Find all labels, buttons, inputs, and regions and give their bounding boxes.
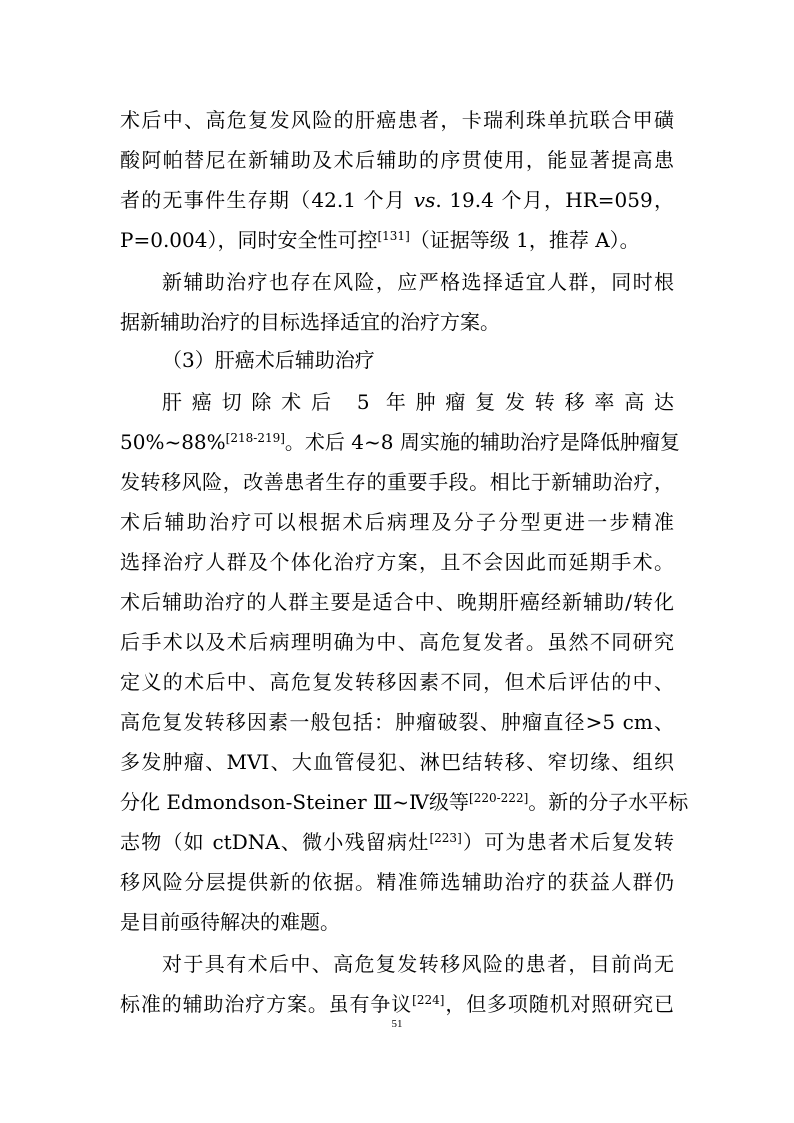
text-line: 后手术以及术后病理明确为中、高危复发者。虽然不同研究 [120, 630, 674, 654]
text-line: 术后辅助治疗可以根据术后病理及分子分型更进一步精准 [120, 510, 674, 534]
text-line: 发转移风险，改善患者生存的重要手段。相比于新辅助治疗， [120, 470, 674, 494]
text-line: 肝癌切除术后 5 年肿瘤复发转移率高达 [162, 390, 674, 414]
text-line: 分化 Edmondson-Steiner Ⅲ~Ⅳ级等[220-222]。新的分子水平标 [120, 790, 689, 814]
text-line: 者的无事件生存期（42.1 个月 vs. 19.4 个月，HR=059， [120, 188, 674, 212]
text-line: 多发肿瘤、MVI、大血管侵犯、淋巴结转移、窄切缘、组织 [120, 750, 674, 774]
text-line: 酸阿帕替尼在新辅助及术后辅助的序贯使用，能显著提高患 [120, 148, 674, 172]
vs-italic: vs [413, 188, 436, 212]
text-line: 选择治疗人群及个体化治疗方案，且不会因此而延期手术。 [120, 550, 674, 574]
text-line: 是目前亟待解决的难题。 [120, 910, 340, 934]
text-line: 志物（如 ctDNA、微小残留病灶[223]）可为患者术后复发转 [120, 830, 675, 854]
text-line: 术后辅助治疗的人群主要是适合中、晚期肝癌经新辅助/转化 [120, 590, 674, 614]
text-line: 高危复发转移因素一般包括：肿瘤破裂、肿瘤直径>5 cm、 [120, 710, 674, 734]
citation: [220-222] [469, 791, 529, 805]
text-line: 50%~88%[218-219]。术后 4~8 周实施的辅助治疗是降低肿瘤复 [120, 430, 680, 454]
page-number: 51 [391, 1018, 403, 1030]
citation: [224] [412, 993, 445, 1007]
citation: [223] [429, 831, 462, 845]
section-heading: （3）肝癌术后辅助治疗 [162, 348, 375, 372]
citation: [218-219] [225, 431, 285, 445]
text-line: 术后中、高危复发风险的肝癌患者，卡瑞利珠单抗联合甲磺 [120, 108, 674, 132]
text-line: P=0.004），同时安全性可控[131]（证据等级 1，推荐 A）。 [120, 228, 640, 252]
text-line: 定义的术后中、高危复发转移因素不同，但术后评估的中、 [120, 670, 674, 694]
text-line: 移风险分层提供新的依据。精准筛选辅助治疗的获益人群仍 [120, 870, 674, 894]
text-line: 对于具有术后中、高危复发转移风险的患者，目前尚无 [162, 952, 674, 976]
text-line: 新辅助治疗也存在风险，应严格选择适宜人群，同时根 [162, 270, 674, 294]
text-line: 据新辅助治疗的目标选择适宜的治疗方案。 [120, 310, 500, 334]
text-line: 标准的辅助治疗方案。虽有争议[224]，但多项随机对照研究已 [120, 992, 675, 1016]
citation: [131] [377, 229, 410, 243]
